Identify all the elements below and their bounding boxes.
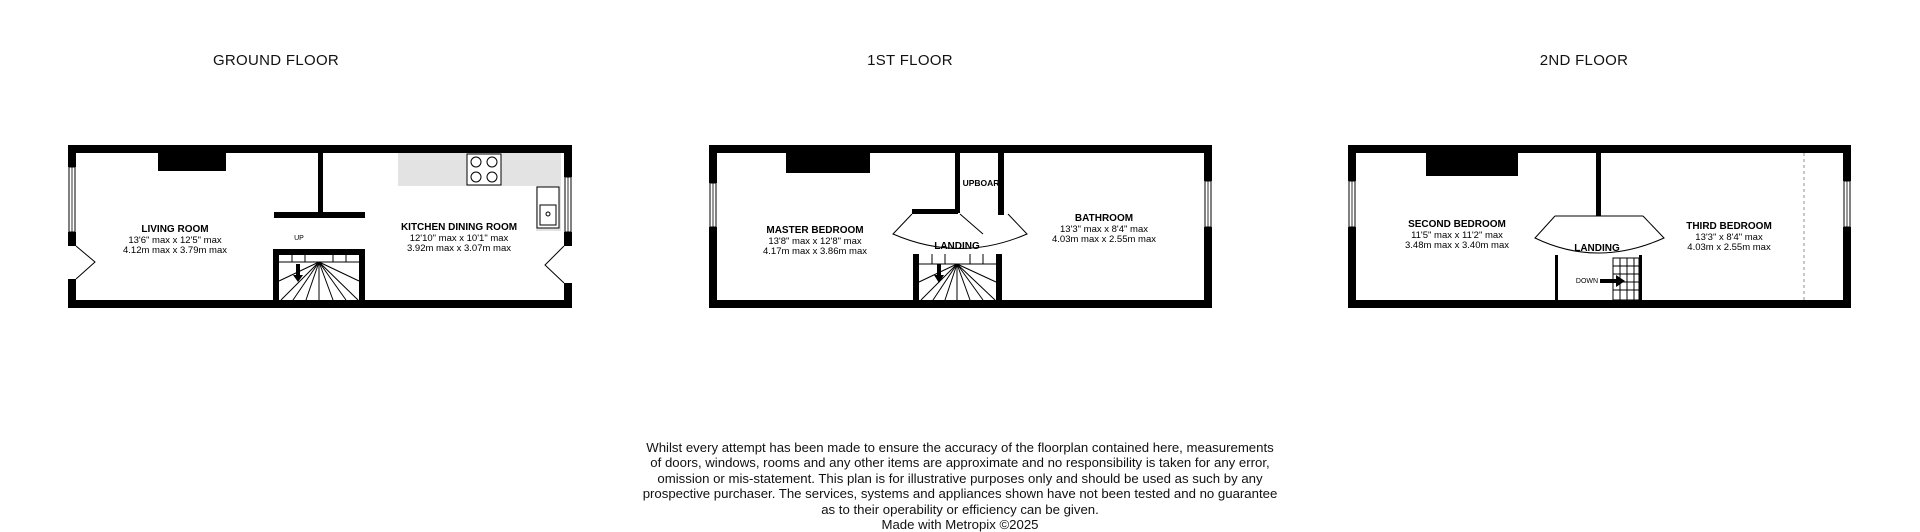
- stairs-up-label: UP: [294, 235, 304, 242]
- cupboard-label: UPBOAR: [962, 178, 1000, 188]
- back-door: [545, 246, 564, 283]
- kitchen-imperial: 12'10" max x 10'1" max: [409, 233, 509, 244]
- disclaimer-line: prospective purchaser. The services, systems and appliances shown have not been tested and no guarantee: [642, 486, 1278, 502]
- living-room-name: LIVING ROOM: [141, 224, 209, 235]
- ground-floor-plan: [68, 145, 572, 308]
- bathroom-imperial: 13'3" max x 8'4" max: [1060, 224, 1148, 235]
- sink-icon: [537, 187, 559, 228]
- disclaimer-line: as to their operability or efficiency can be given.: [821, 501, 1099, 517]
- bathroom-metric: 4.03m max x 2.55m max: [1051, 234, 1157, 245]
- chimney-breast: [786, 153, 870, 173]
- third-bedroom-imperial: 13'3" x 8'4" max: [1695, 232, 1763, 243]
- disclaimer-line: omission or mis-statement. This plan is for illustrative purposes only and should be used as such by any: [657, 470, 1263, 486]
- second-floor-title: 2ND FLOOR: [1539, 52, 1629, 69]
- first-floor-title: 1ST FLOOR: [867, 52, 953, 69]
- stairs-arrow-icon: [934, 264, 944, 283]
- third-bedroom-metric: 4.03m x 2.55m max: [1687, 242, 1771, 253]
- second-bedroom-imperial: 11'5" max x 11'2" max: [1411, 230, 1503, 241]
- second-landing-label: LANDING: [1574, 243, 1620, 254]
- master-bedroom-window: [710, 183, 716, 227]
- chimney-breast: [158, 153, 226, 171]
- bathroom-window: [1205, 181, 1211, 227]
- ground-floor-title: GROUND FLOOR: [212, 52, 340, 69]
- living-room-metric: 4.12m max x 3.79m max: [122, 245, 228, 256]
- second-bedroom-metric: 3.48m max x 3.40m max: [1404, 240, 1510, 251]
- first-floor-plan: [709, 145, 1212, 308]
- third-bedroom-name: THIRD BEDROOM: [1686, 221, 1772, 232]
- first-landing-label: LANDING: [934, 241, 980, 252]
- second-bedroom-name: SECOND BEDROOM: [1408, 219, 1506, 230]
- disclaimer-line: of doors, windows, rooms and any other items are approximate and no responsibility is taken for any error,: [650, 455, 1270, 471]
- metropix-credit: Made with Metropix ©2025: [881, 517, 1039, 532]
- kitchen-metric: 3.92m max x 3.07m max: [406, 243, 512, 254]
- second-bedroom-window: [1349, 181, 1355, 227]
- first-staircase: [919, 254, 996, 300]
- living-room-window: [69, 167, 75, 232]
- ground-staircase: [279, 255, 359, 300]
- master-bedroom-metric: 4.17m max x 3.86m max: [762, 246, 868, 257]
- master-bedroom-imperial: 13'8" max x 12'8" max: [768, 236, 862, 247]
- second-floor-plan: [1348, 145, 1851, 308]
- front-door: [76, 246, 95, 279]
- kitchen-window: [565, 177, 571, 232]
- chimney-breast: [1426, 153, 1518, 176]
- stairs-down-label: DOWN: [1575, 278, 1599, 285]
- third-bedroom-window: [1844, 181, 1850, 227]
- hob-icon: [467, 154, 501, 185]
- disclaimer-line: Whilst every attempt has been made to ensure the accuracy of the floorplan contained here, measurements: [646, 440, 1274, 455]
- kitchen-name: KITCHEN DINING ROOM: [400, 222, 518, 233]
- disclaimer: [590, 440, 1330, 532]
- master-bedroom-name: MASTER BEDROOM: [766, 225, 864, 236]
- bathroom-name: BATHROOM: [1074, 213, 1134, 224]
- living-room-imperial: 13'6" max x 12'5" max: [128, 235, 222, 246]
